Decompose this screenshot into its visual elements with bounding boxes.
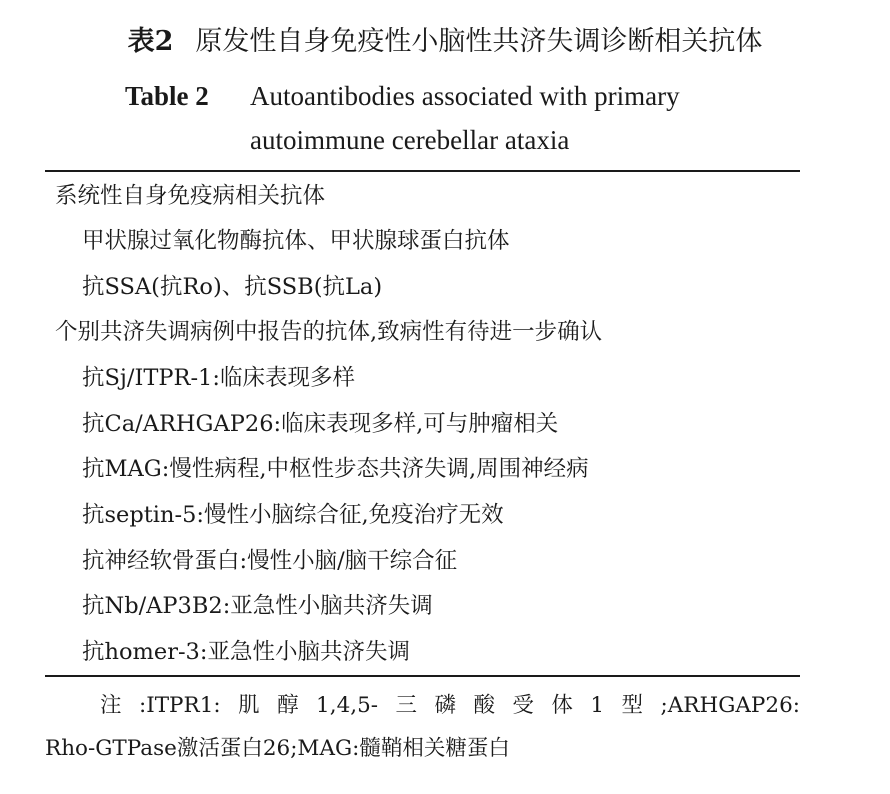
table-label-english: Table 2 xyxy=(125,81,209,111)
table-row-item: 抗septin-5:慢性小脑综合征,免疫治疗无效 xyxy=(82,502,504,528)
table-row-item: 抗homer-3:亚急性小脑共济失调 xyxy=(82,639,410,665)
table-title-chinese xyxy=(0,22,890,62)
table-title-english xyxy=(125,74,765,162)
table-row-item: 抗Nb/AP3B2:亚急性小脑共济失调 xyxy=(82,593,433,619)
table-row-item: 甲状腺过氧化物酶抗体、甲状腺球蛋白抗体 xyxy=(82,228,510,254)
table-row-item: 抗MAG:慢性病程,中枢性步态共济失调,周围神经病 xyxy=(82,456,589,482)
table-row-category: 系统性自身免疫病相关抗体 xyxy=(55,183,326,209)
table-row-item: 抗SSA(抗Ro)、抗SSB(抗La) xyxy=(82,274,383,300)
table-title-chinese-text: 原发性自身免疫性小脑性共济失调诊断相关抗体 xyxy=(195,26,763,57)
table-row-item: 抗Ca/ARHGAP26:临床表现多样,可与肿瘤相关 xyxy=(82,411,559,437)
table-bottom-rule xyxy=(45,675,800,677)
table-title-english-text: Autoantibodies associated with primary autoimmune cerebellar ataxia xyxy=(250,81,680,155)
table-label-chinese: 表2 xyxy=(127,26,174,57)
table-row-category: 个别共济失调病例中报告的抗体,致病性有待进一步确认 xyxy=(55,319,603,345)
table-footnote-line-1: 注:ITPR1:肌醇1,4,5-三磷酸受体1型;ARHGAP26: xyxy=(100,693,800,718)
table-top-rule xyxy=(45,170,800,172)
table-row-item: 抗Sj/ITPR-1:临床表现多样 xyxy=(82,365,355,391)
table-footnote-line-2: Rho-GTPase激活蛋白26;MAG:髓鞘相关糖蛋白 xyxy=(45,736,510,761)
table-row-item: 抗神经软骨蛋白:慢性小脑/脑干综合征 xyxy=(82,548,458,574)
